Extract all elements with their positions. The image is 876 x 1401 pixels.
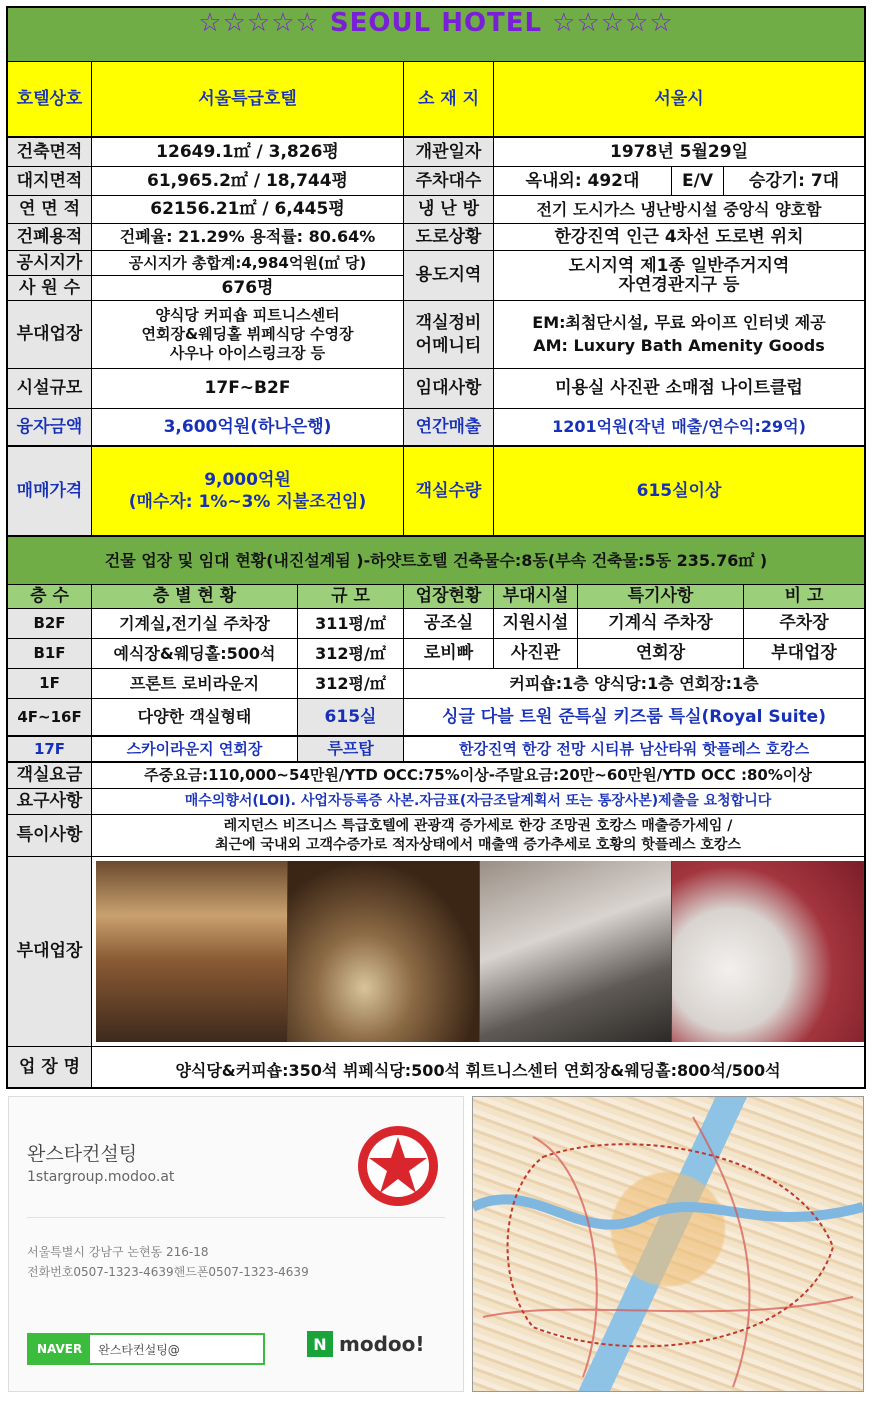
floor-merged: 커피숍:1층 양식당:1층 연회장:1층 bbox=[509, 673, 759, 693]
floor-note: 부대업장 bbox=[771, 643, 837, 664]
floor-sub: 사진관 bbox=[494, 639, 578, 668]
price-row bbox=[8, 251, 403, 276]
table-row bbox=[6, 669, 866, 699]
row-floor-area bbox=[6, 196, 866, 224]
request-value: 매수의향서(LOI). 사업자등록증 사본.자금표(자금조달계획서 또는 통장사본)제출을 요청합니다 bbox=[184, 792, 772, 809]
modoo-n-icon: N bbox=[307, 1331, 333, 1357]
floor-special: 기계식 주차장 bbox=[578, 609, 744, 638]
table-row bbox=[6, 737, 866, 763]
sale-value: 9,000억원 (매수자: 1%~3% 지불조건임) bbox=[92, 447, 404, 535]
row-coverage bbox=[6, 224, 866, 251]
sale-label: 매매가격 bbox=[8, 447, 92, 535]
naver-search-text: 완스타컨설팅@ bbox=[98, 1342, 180, 1357]
ev-label: E/V bbox=[672, 167, 724, 195]
floor-note: 주차장 bbox=[779, 613, 829, 634]
row-area bbox=[6, 138, 866, 167]
floor-section-title: 건물 업장 및 임대 현황(내진설계됨 )-하얏트호텔 건축물수:8동(부속 건축물:5동 235.76㎡ ) bbox=[104, 550, 768, 570]
floor-size: 615실 bbox=[298, 699, 404, 735]
lease-label: 임대사항 bbox=[404, 369, 494, 408]
row-photos bbox=[6, 857, 866, 1047]
parking-value: 옥내외: 492대 bbox=[494, 167, 672, 195]
row-sale bbox=[6, 447, 866, 537]
map-overlay bbox=[473, 1097, 863, 1391]
loan-value: 3,600억원(하나은행) bbox=[92, 409, 404, 445]
card-divider bbox=[27, 1217, 445, 1218]
floor-business: 로비빠 bbox=[404, 639, 494, 668]
loan-label: 융자금액 bbox=[8, 409, 92, 445]
title-bar bbox=[6, 6, 866, 62]
row-facility bbox=[6, 301, 866, 369]
floor-label: B1F bbox=[8, 639, 92, 668]
heating-value: 전기 도시가스 냉난방시설 중앙식 양호함 bbox=[536, 199, 822, 219]
floor-status: 스카이라운지 연회장 bbox=[92, 737, 298, 761]
facility-value: 양식당 커피숍 피트니스센터 연회장&웨딩홀 뷔페식당 수영장 사우나 아이스링크장 등 bbox=[92, 301, 404, 368]
staff-value: 676명 bbox=[221, 277, 274, 298]
room-equip-value: EM:최첨단시설, 무료 와이프 인터넷 제공 AM: Luxury Bath Amenity Goods bbox=[532, 313, 826, 355]
row-scale bbox=[6, 369, 866, 409]
heating-label: 냉 난 방 bbox=[404, 196, 494, 223]
card-company: 완스타컨설팅 bbox=[27, 1143, 138, 1165]
fitness-center-photo bbox=[480, 861, 672, 1042]
modoo-text: modoo! bbox=[339, 1332, 425, 1356]
row-notes bbox=[6, 815, 866, 857]
floor-size: 311평/㎡ bbox=[298, 609, 404, 638]
road-value: 한강진역 인근 4차선 도로변 위치 bbox=[554, 226, 804, 247]
floor-header-3: 업장현황 bbox=[404, 585, 494, 608]
floor-merged: 싱글 다블 트원 준특실 키즈룸 특실(Royal Suite) bbox=[442, 706, 826, 727]
scale-value: 17F~B2F bbox=[92, 369, 404, 408]
land-area-label: 대지면적 bbox=[8, 167, 92, 195]
photo-strip bbox=[92, 857, 864, 1046]
card-address: 서울특별시 강남구 논현동 216-18 bbox=[27, 1245, 209, 1259]
sales-value: 1201억원(작년 매출/연수익:29억) bbox=[552, 417, 806, 437]
land-area-value: 61,965.2㎡ / 18,744평 bbox=[92, 167, 404, 195]
star-logo-icon bbox=[355, 1123, 441, 1209]
banquet-hall-photo bbox=[672, 861, 864, 1042]
naver-search-box[interactable] bbox=[27, 1333, 265, 1365]
room-equip-label: 객실정비 어메니티 bbox=[404, 301, 494, 368]
facility-label: 부대업장 bbox=[8, 301, 92, 368]
floor-header-6: 비 고 bbox=[784, 586, 824, 607]
price-label: 공시지가 bbox=[8, 251, 92, 275]
elevator-value: 승강기: 7대 bbox=[748, 170, 840, 191]
zone-label: 용도지역 bbox=[404, 251, 494, 300]
row-name bbox=[6, 62, 866, 138]
floor-status: 프론트 로비라운지 bbox=[92, 669, 298, 698]
request-label: 요구사항 bbox=[8, 789, 92, 814]
page-title: ☆☆☆☆☆ SEOUL HOTEL ☆☆☆☆☆ bbox=[198, 8, 674, 38]
price-staff-block bbox=[8, 251, 404, 300]
road-label: 도로상황 bbox=[404, 224, 494, 250]
open-label: 개관일자 bbox=[404, 138, 494, 166]
venue-label: 업 장 명 bbox=[8, 1047, 92, 1087]
business-card bbox=[8, 1096, 464, 1392]
location-value: 서울시 bbox=[494, 62, 864, 136]
bldg-area-label: 건축면적 bbox=[8, 138, 92, 166]
floor-header-0: 층 수 bbox=[8, 585, 92, 608]
row-land bbox=[6, 167, 866, 196]
row-loan bbox=[6, 409, 866, 447]
bldg-area-value: 12649.1㎡ / 3,826평 bbox=[92, 138, 404, 166]
location-label: 소 재 지 bbox=[404, 62, 494, 136]
floor-header-4: 부대시설 bbox=[494, 585, 578, 608]
price-value: 공시지가 총합계:4,984억원(㎡ 당) bbox=[128, 253, 367, 272]
floor-label: 1F bbox=[8, 669, 92, 698]
hotel-name: 서울특급호텔 bbox=[92, 62, 404, 136]
card-url[interactable]: 1stargroup.modoo.at bbox=[27, 1169, 175, 1185]
scale-label: 시설규모 bbox=[8, 369, 92, 408]
restaurant-photo bbox=[96, 861, 288, 1042]
row-request bbox=[6, 789, 866, 815]
lease-value: 미용실 사진관 소매점 나이트클럽 bbox=[555, 378, 803, 399]
floor-special: 연회장 bbox=[578, 639, 744, 668]
floor-label: B2F bbox=[8, 609, 92, 638]
floor-size: 312평/㎡ bbox=[298, 669, 404, 698]
modoo-logo bbox=[307, 1331, 425, 1357]
parking-label: 주차대수 bbox=[404, 167, 494, 195]
zone-value: 도시지역 제1종 일반주거지역 자연경관지구 등 bbox=[568, 255, 790, 295]
table-row bbox=[6, 699, 866, 737]
table-row bbox=[6, 639, 866, 669]
floor-merged: 한강진역 한강 전망 시티뷰 남산타워 핫플레스 호캉스 bbox=[458, 739, 810, 758]
floor-status: 예식장&웨딩홀:500석 bbox=[92, 639, 298, 668]
floor-business: 공조실 bbox=[404, 609, 494, 638]
row-venue bbox=[6, 1047, 866, 1089]
floor-table-header bbox=[6, 585, 866, 609]
floor-area-label: 연 면 적 bbox=[8, 196, 92, 223]
open-value: 1978년 5월29일 bbox=[610, 141, 748, 162]
rate-label: 객실요금 bbox=[8, 763, 92, 788]
floor-size: 312평/㎡ bbox=[298, 639, 404, 668]
floor-header-2: 규 모 bbox=[298, 585, 404, 608]
spa-pool-photo bbox=[288, 861, 480, 1042]
floor-section-header bbox=[6, 537, 866, 585]
floor-size: 루프탑 bbox=[298, 737, 404, 761]
staff-label: 사 원 수 bbox=[8, 276, 92, 300]
name-label: 호텔상호 bbox=[8, 62, 92, 136]
floor-sub: 지원시설 bbox=[494, 609, 578, 638]
photos-label: 부대업장 bbox=[8, 857, 92, 1046]
table-row bbox=[6, 609, 866, 639]
coverage-value: 건폐율: 21.29% 용적률: 80.64% bbox=[92, 224, 404, 250]
venue-value: 양식당&커피숍:350석 뷔페식당:500석 휘트니스센터 연회장&웨딩홀:800석/500석 bbox=[175, 1061, 781, 1081]
floor-header-1: 층 별 현 황 bbox=[92, 585, 298, 608]
row-price-staff bbox=[6, 251, 866, 301]
row-rate bbox=[6, 763, 866, 789]
rate-value: 주중요금:110,000~54만원/YTD OCC:75%이상-주말요금:20만~60만원/YTD OCC :80%이상 bbox=[144, 766, 812, 785]
staff-row bbox=[8, 276, 403, 300]
seoul-map bbox=[472, 1096, 864, 1392]
naver-tag: NAVER bbox=[29, 1335, 90, 1363]
rooms-label: 객실수량 bbox=[404, 447, 494, 535]
hotel-listing-sheet bbox=[6, 6, 866, 1089]
floor-header-5: 특기사항 bbox=[578, 585, 744, 608]
coverage-label: 건폐용적 bbox=[8, 224, 92, 250]
card-phone: 전화번호0507-1323-4639핸드폰0507-1323-4639 bbox=[27, 1265, 309, 1279]
sales-label: 연간매출 bbox=[404, 409, 494, 445]
rooms-value: 615실이상 bbox=[494, 447, 864, 535]
floor-label: 17F bbox=[8, 737, 92, 761]
floor-status: 기계실,전기실 주차장 bbox=[92, 609, 298, 638]
floor-label: 4F~16F bbox=[8, 699, 92, 735]
floor-area-value: 62156.21㎡ / 6,445평 bbox=[92, 196, 404, 223]
notes-label: 특이사항 bbox=[8, 815, 92, 856]
notes-value: 레지던스 비즈니스 특급호텔에 관광객 증가세로 한강 조망권 호캉스 매출증가세임 / 최근에 국내외 고객수증가로 적자상태에서 매출액 증가추세로 호황의 핫플레스 호캉스 bbox=[215, 817, 741, 853]
floor-status: 다양한 객실형태 bbox=[92, 699, 298, 735]
